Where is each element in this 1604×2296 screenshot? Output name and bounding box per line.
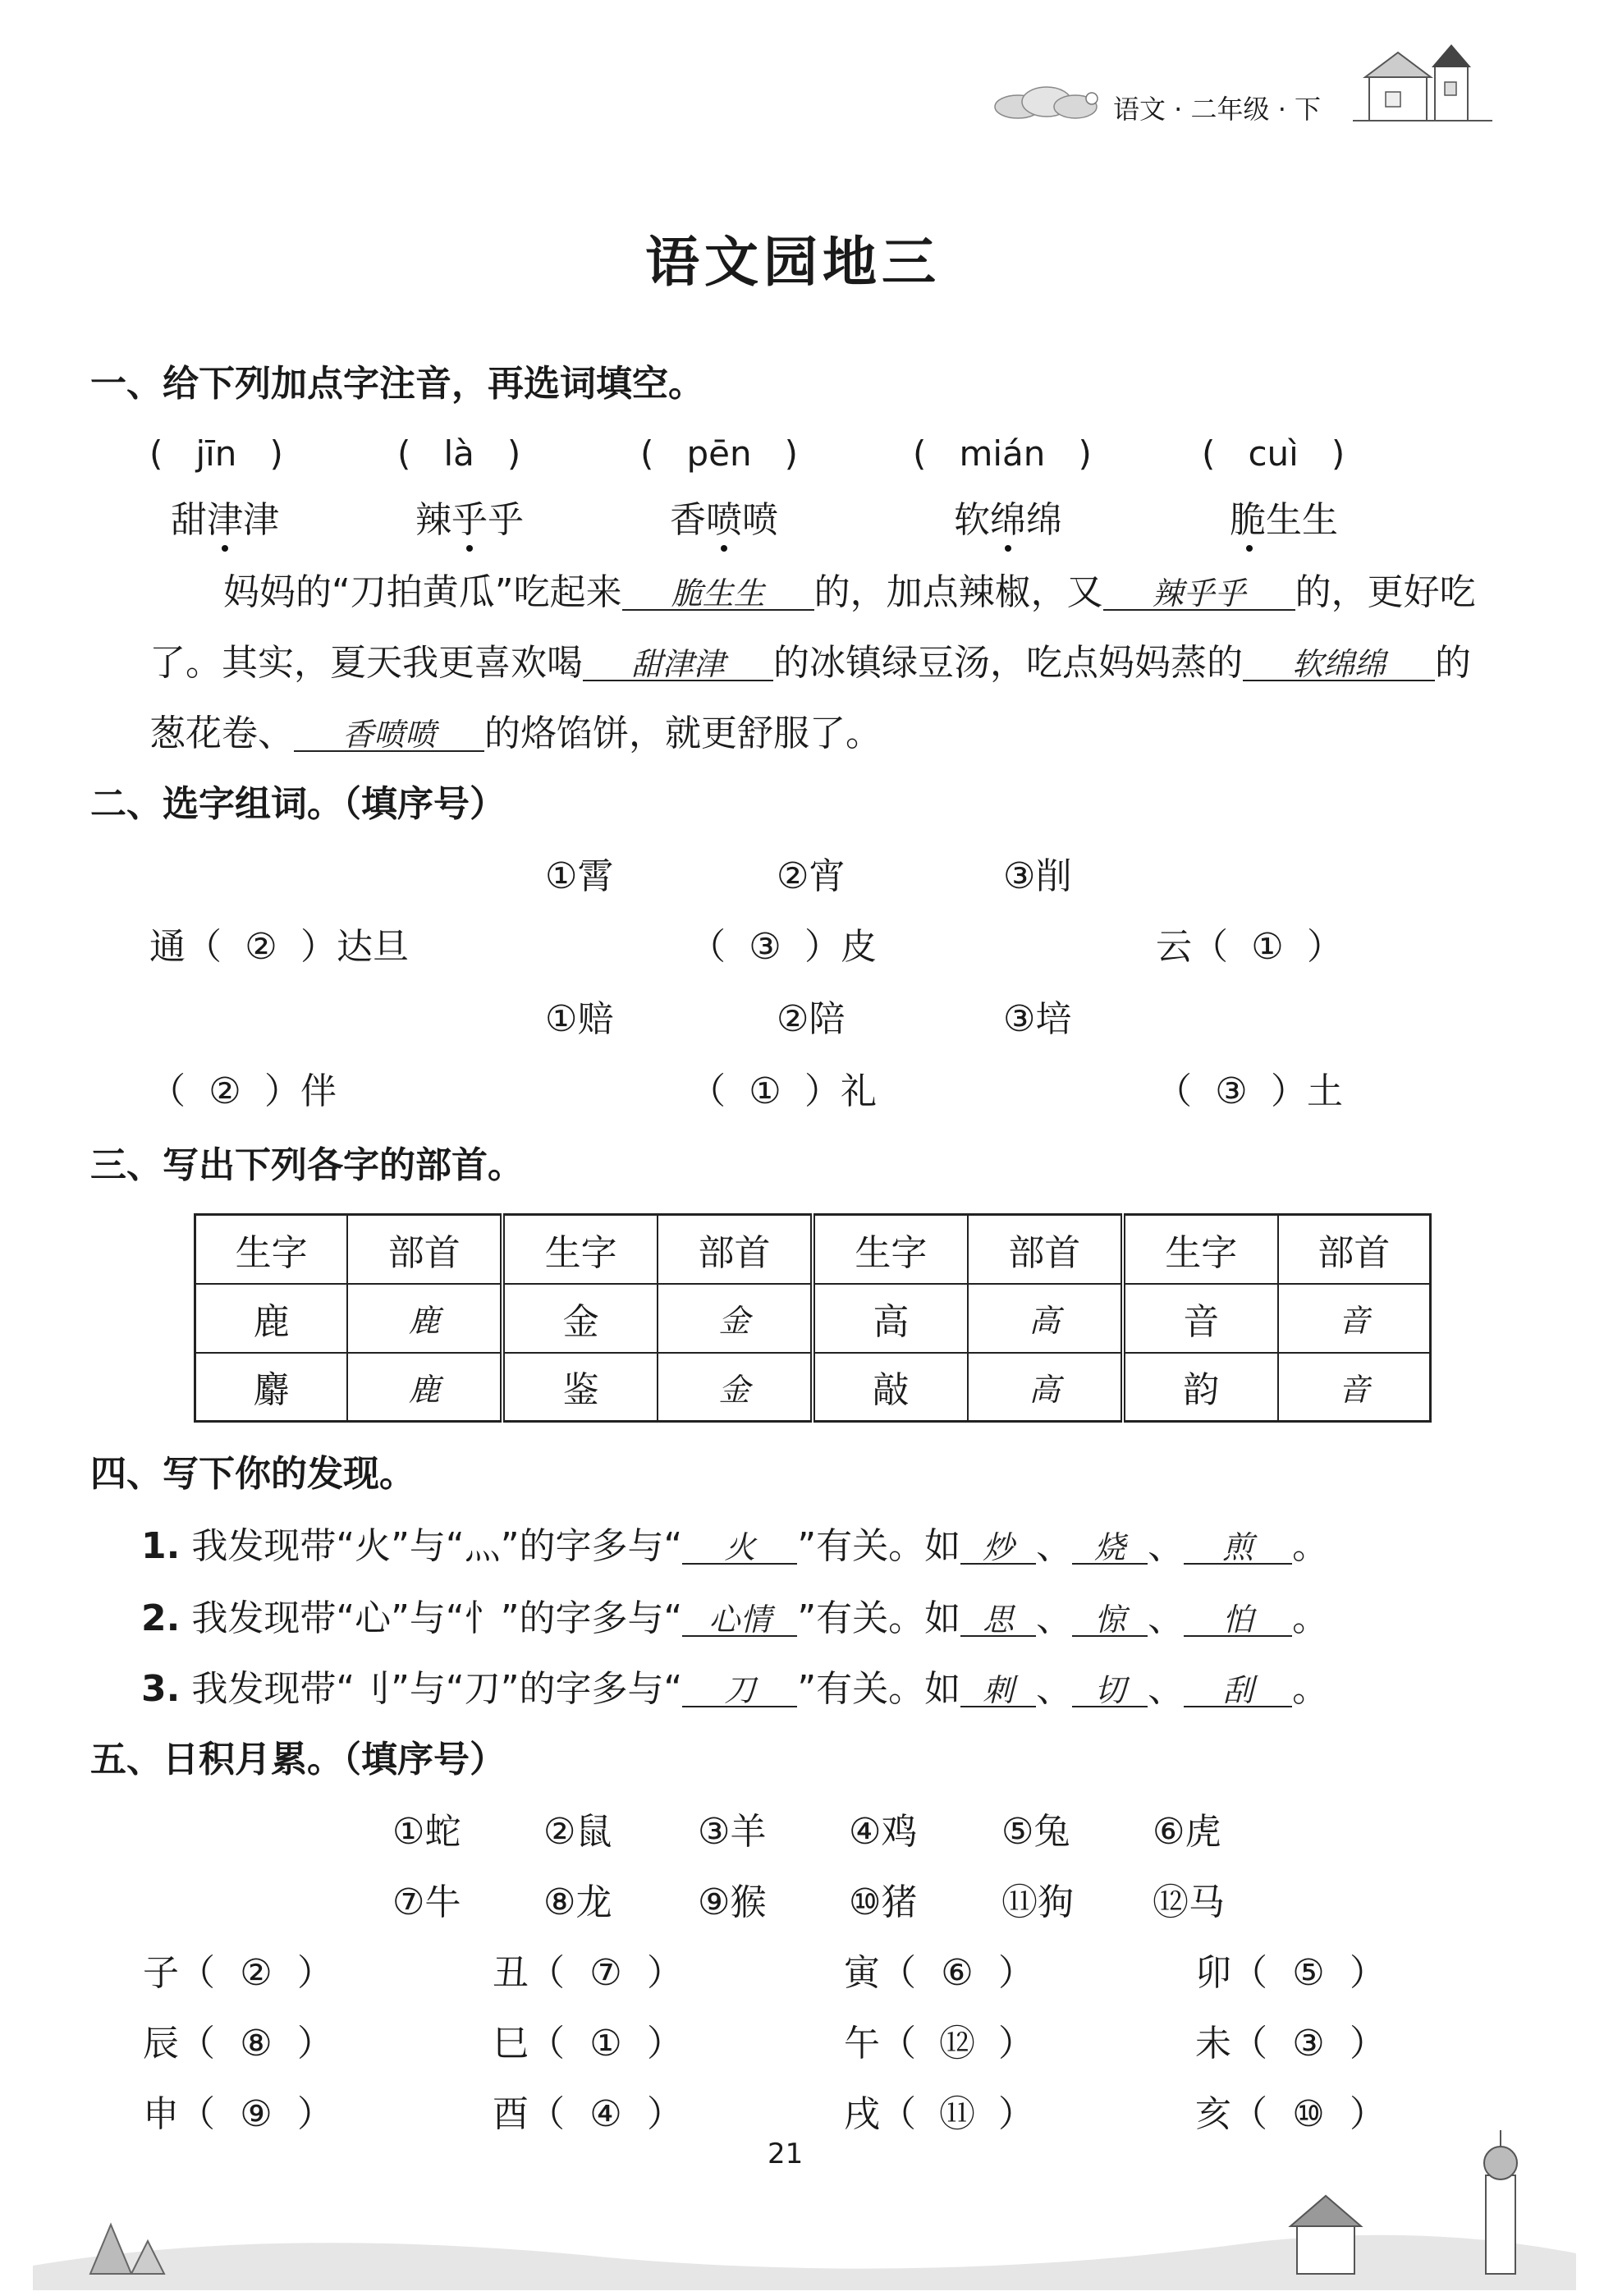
answer: ③	[1215, 1070, 1248, 1112]
zodiac-option: ④鸡	[849, 1811, 918, 1853]
section-2-heading: 二、选字组词。（填序号）	[90, 783, 506, 825]
zodiac-answer: 寅（ ⑥ ）	[844, 1952, 1034, 1994]
zodiac-option: ①蛇	[392, 1811, 461, 1853]
pinyin-answer: mián	[959, 433, 1046, 474]
example-blank: 刮	[1184, 1675, 1292, 1707]
table-cell: 韵	[1123, 1353, 1278, 1422]
table-answer-cell: 金	[658, 1284, 813, 1353]
option: ③培	[1003, 998, 1072, 1040]
radical-table	[194, 1213, 1432, 1423]
zodiac-answer: 酉（ ④ ）	[493, 2093, 683, 2135]
word-question: （ ① ）礼	[690, 1070, 877, 1112]
zodiac-answer: 午（ ⑫ ）	[844, 2023, 1034, 2065]
answer-blank: 刀	[682, 1675, 797, 1707]
table-answer-cell: 音	[1278, 1284, 1431, 1353]
table-answer-cell: 音	[1278, 1353, 1431, 1422]
table-answer-cell: 高	[968, 1284, 1123, 1353]
answer-blank: 甜津津	[583, 648, 773, 681]
zodiac-option: ②鼠	[543, 1811, 612, 1853]
word-5: 脆生生	[1230, 499, 1338, 541]
table-row	[195, 1284, 1431, 1353]
answer: ②	[245, 926, 277, 968]
pinyin-item-3: ( pēn )	[640, 433, 798, 474]
table-header-cell: 部首	[658, 1215, 813, 1284]
emphasis-dot	[721, 545, 727, 552]
section-5-heading: 五、日积月累。（填序号）	[90, 1739, 506, 1780]
answer: ①	[749, 1070, 781, 1112]
table-header-cell: 生字	[502, 1215, 658, 1284]
pinyin-answer: jīn	[195, 433, 237, 474]
emphasis-dot	[466, 545, 473, 552]
option: ①赔	[545, 998, 614, 1040]
page-title: 语文园地三	[645, 231, 941, 294]
word-question: （ ③ ）皮	[690, 926, 877, 968]
zodiac-option: ⑨猴	[698, 1881, 767, 1923]
discovery-item-2: 2. 我发现带“心”与“忄”的字多与“ 心情 ”有关。如 思 、 惊 、 怕 。	[141, 1597, 1329, 1639]
section-4-heading: 四、写下你的发现。	[90, 1453, 415, 1495]
zodiac-option: ⑧龙	[543, 1881, 612, 1923]
word-question: （ ③ ）土	[1156, 1070, 1343, 1112]
example-blank: 惊	[1072, 1604, 1148, 1637]
fill-line-2: 了。其实，夏天我更喜欢喝 甜津津 的冰镇绿豆汤，吃点妈妈蒸的 软绵绵 的	[149, 642, 1471, 684]
discovery-item-3: 3. 我发现带“刂”与“刀”的字多与“ 刀 ”有关。如 刺 、 切 、 刮 。	[141, 1668, 1329, 1710]
zodiac-answer: 辰（ ⑧ ）	[143, 2023, 333, 2065]
pinyin-answer: là	[443, 433, 474, 474]
zodiac-option: ⑩猪	[849, 1881, 918, 1923]
table-header-cell: 生字	[1123, 1215, 1278, 1284]
zodiac-option: ⑪狗	[1001, 1881, 1074, 1923]
word-3: 香喷喷	[670, 499, 778, 541]
word-2: 辣乎乎	[415, 499, 524, 541]
footer-landscape-decoration	[33, 2101, 1576, 2290]
word-1: 甜津津	[171, 499, 279, 541]
fill-line-3: 葱花卷、 香喷喷 的烙馅饼，就更舒服了。	[149, 713, 882, 754]
zodiac-answer: 卯（ ⑤ ）	[1195, 1952, 1386, 1994]
answer-blank: 火	[682, 1532, 797, 1565]
example-blank: 怕	[1184, 1604, 1292, 1637]
table-header-row	[195, 1215, 1431, 1284]
table-answer-cell: 鹿	[347, 1353, 502, 1422]
zodiac-option: ⑫马	[1153, 1881, 1225, 1923]
option: ②宵	[777, 855, 846, 897]
pinyin-item-2: ( là )	[397, 433, 521, 474]
word-4: 软绵绵	[954, 499, 1062, 541]
example-blank: 思	[960, 1604, 1036, 1637]
header-house-decoration	[1353, 43, 1492, 125]
pinyin-answer: pēn	[686, 433, 752, 474]
table-header-cell: 部首	[347, 1215, 502, 1284]
table-answer-cell: 高	[968, 1353, 1123, 1422]
example-blank: 刺	[960, 1675, 1036, 1707]
answer: ①	[1251, 926, 1284, 968]
word-question: 云（ ① ）	[1156, 926, 1343, 968]
zodiac-answer: 子（ ② ）	[143, 1952, 333, 1994]
table-header-cell: 部首	[1278, 1215, 1431, 1284]
discovery-item-1: 1. 我发现带“火”与“灬”的字多与“ 火 ”有关。如 炒 、 烧 、 煎 。	[141, 1525, 1329, 1567]
answer-blank: 脆生生	[622, 578, 814, 611]
zodiac-answer: 申（ ⑨ ）	[143, 2093, 333, 2135]
example-blank: 烧	[1072, 1532, 1148, 1565]
table-header-cell: 部首	[968, 1215, 1123, 1284]
option: ③削	[1003, 855, 1072, 897]
answer: ③	[749, 926, 781, 968]
pinyin-item-5: ( cuì )	[1202, 433, 1345, 474]
word-question: （ ② ）伴	[149, 1070, 337, 1112]
answer-blank: 软绵绵	[1243, 648, 1435, 681]
table-answer-cell: 鹿	[347, 1284, 502, 1353]
zodiac-answer: 戌（ ⑪ ）	[844, 2093, 1034, 2135]
emphasis-dot	[1005, 545, 1011, 552]
example-blank: 炒	[960, 1532, 1036, 1565]
zodiac-option: ③羊	[698, 1811, 767, 1853]
table-cell: 麝	[195, 1353, 348, 1422]
emphasis-dot	[222, 545, 228, 552]
word-question: 通（ ② ）达旦	[149, 926, 409, 968]
table-cell: 音	[1123, 1284, 1278, 1353]
table-header-cell: 生字	[195, 1215, 348, 1284]
page-number: 21	[768, 2138, 804, 2170]
answer-blank: 香喷喷	[294, 719, 484, 752]
header-subject: 语文 · 二年级 · 下	[1113, 94, 1322, 125]
pinyin-answer: cuì	[1248, 433, 1299, 474]
table-cell: 高	[813, 1284, 968, 1353]
zodiac-option: ⑥虎	[1153, 1811, 1221, 1853]
table-cell: 金	[502, 1284, 658, 1353]
example-blank: 切	[1072, 1675, 1148, 1707]
section-3-heading: 三、写出下列各字的部首。	[90, 1144, 524, 1186]
table-answer-cell: 金	[658, 1353, 813, 1422]
answer-blank: 辣乎乎	[1103, 578, 1295, 611]
table-header-cell: 生字	[813, 1215, 968, 1284]
answer: ②	[209, 1070, 241, 1112]
table-cell: 鉴	[502, 1353, 658, 1422]
pinyin-item-1: ( jīn )	[149, 433, 283, 474]
zodiac-answer: 亥（ ⑩ ）	[1195, 2093, 1386, 2135]
table-row	[195, 1353, 1431, 1422]
section-1-heading: 一、给下列加点字注音，再选词填空。	[90, 363, 704, 405]
header-cloud-decoration	[993, 82, 1100, 123]
table-cell: 鹿	[195, 1284, 348, 1353]
zodiac-answer: 未（ ③ ）	[1195, 2023, 1386, 2065]
zodiac-option: ⑤兔	[1001, 1811, 1070, 1853]
answer-blank: 心情	[682, 1604, 797, 1637]
zodiac-option: ⑦牛	[392, 1881, 461, 1923]
table-cell: 敲	[813, 1353, 968, 1422]
fill-line-1: 妈妈的“刀拍黄瓜”吃起来 脆生生 的，加点辣椒，又 辣乎乎 的，更好吃	[223, 571, 1476, 613]
emphasis-dot	[1246, 545, 1253, 552]
zodiac-answer: 巳（ ① ）	[493, 2023, 683, 2065]
option: ①霄	[545, 855, 614, 897]
zodiac-answer: 丑（ ⑦ ）	[493, 1952, 683, 1994]
example-blank: 煎	[1184, 1532, 1292, 1565]
option: ②陪	[777, 998, 846, 1040]
pinyin-item-4: ( mián )	[913, 433, 1092, 474]
